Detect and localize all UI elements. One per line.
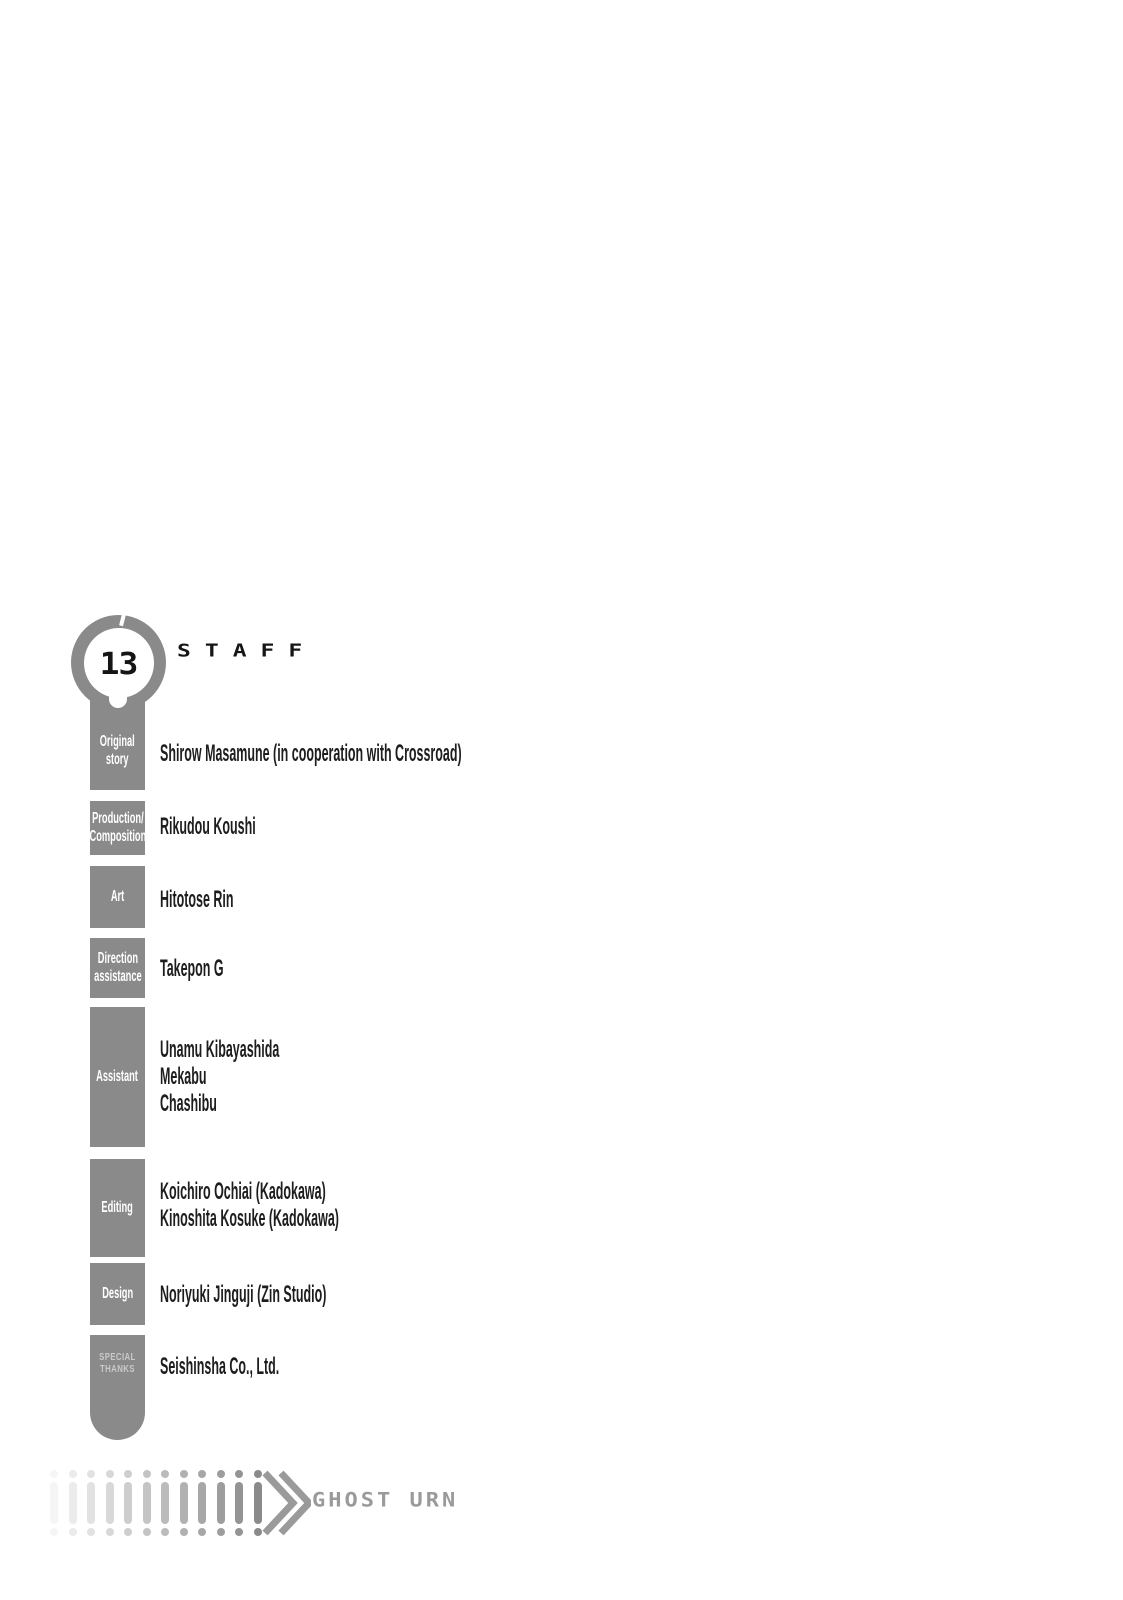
pattern-pill bbox=[198, 1482, 206, 1524]
pattern-dot bbox=[69, 1470, 77, 1478]
staff-title: STAFF bbox=[177, 641, 317, 662]
pattern-dot bbox=[198, 1528, 206, 1536]
staff-label-text: Assistant bbox=[96, 1068, 139, 1085]
pattern-column bbox=[69, 1470, 77, 1536]
staff-label-original-story bbox=[90, 712, 145, 790]
staff-name-art: Hitotose Rin bbox=[160, 886, 234, 913]
chevrons-icon bbox=[261, 1469, 311, 1537]
staff-name-assistant: Unamu Kibayashida Mekabu Chashibu bbox=[160, 1036, 280, 1117]
pattern-dot bbox=[180, 1528, 188, 1536]
staff-label-text: Design bbox=[102, 1285, 133, 1302]
staff-name-original-story: Shirow Masamune (in cooperation with Crossroad) bbox=[160, 740, 462, 767]
staff-label-special-thanks bbox=[90, 1335, 145, 1440]
staff-label-production-composition bbox=[90, 801, 145, 855]
pattern-pill bbox=[143, 1482, 151, 1524]
pattern-dot bbox=[235, 1470, 243, 1478]
pattern-dot bbox=[217, 1528, 225, 1536]
pattern-dot bbox=[106, 1470, 114, 1478]
pattern-column bbox=[124, 1470, 132, 1536]
staff-label-text: Production/ Composition bbox=[89, 810, 146, 845]
series-logo: GHOST URN bbox=[312, 1490, 459, 1512]
staff-name-production-composition: Rikudou Koushi bbox=[160, 813, 256, 840]
staff-label-text: Editing bbox=[101, 1199, 134, 1216]
pattern-dot bbox=[87, 1528, 95, 1536]
pattern-dot bbox=[69, 1528, 77, 1536]
staff-label-text: Direction assistance bbox=[93, 950, 142, 985]
pattern-column bbox=[198, 1470, 206, 1536]
staff-name-design: Noriyuki Jinguji (Zin Studio) bbox=[160, 1281, 327, 1308]
pattern-dot bbox=[124, 1528, 132, 1536]
pattern-pill bbox=[217, 1482, 225, 1524]
staff-label-art bbox=[90, 866, 145, 928]
pattern-column bbox=[87, 1470, 95, 1536]
pattern-dot bbox=[235, 1528, 243, 1536]
staff-label-design bbox=[90, 1263, 145, 1325]
pattern-column bbox=[235, 1470, 243, 1536]
pattern-dot bbox=[198, 1470, 206, 1478]
pattern-dot bbox=[106, 1528, 114, 1536]
pattern-column bbox=[217, 1470, 225, 1536]
staff-name-special-thanks: Seishinsha Co., Ltd. bbox=[160, 1353, 280, 1380]
pattern-dot bbox=[161, 1528, 169, 1536]
pattern-dot bbox=[87, 1470, 95, 1478]
pattern-dot bbox=[143, 1470, 151, 1478]
pattern-pill bbox=[124, 1482, 132, 1524]
pattern-pill bbox=[50, 1482, 58, 1524]
staff-label-text: Original story bbox=[99, 733, 136, 768]
pattern-pill bbox=[87, 1482, 95, 1524]
pattern-pill bbox=[235, 1482, 243, 1524]
pattern-dot bbox=[50, 1528, 58, 1536]
pattern-dot bbox=[143, 1528, 151, 1536]
pattern-pill bbox=[180, 1482, 188, 1524]
staff-name-direction-assistance: Takepon G bbox=[160, 955, 224, 982]
pattern-dot bbox=[124, 1470, 132, 1478]
staff-label-direction-assistance bbox=[90, 938, 145, 998]
pattern-pill bbox=[161, 1482, 169, 1524]
pattern-column bbox=[106, 1470, 114, 1536]
pattern-column bbox=[161, 1470, 169, 1536]
pattern-pill bbox=[106, 1482, 114, 1524]
footer-pattern bbox=[50, 1470, 262, 1536]
pattern-column bbox=[143, 1470, 151, 1536]
pattern-column bbox=[180, 1470, 188, 1536]
staff-label-assistant bbox=[90, 1007, 145, 1147]
pattern-column bbox=[50, 1470, 58, 1536]
pattern-dot bbox=[50, 1470, 58, 1478]
staff-label-text: SPECIAL THANKS bbox=[99, 1352, 136, 1375]
pattern-pill bbox=[69, 1482, 77, 1524]
pattern-dot bbox=[180, 1470, 188, 1478]
staff-label-text: Art bbox=[110, 888, 125, 905]
pattern-dot bbox=[161, 1470, 169, 1478]
pattern-dot bbox=[217, 1470, 225, 1478]
staff-name-editing: Koichiro Ochiai (Kadokawa) Kinoshita Kosuke (Kadokawa) bbox=[160, 1178, 339, 1232]
volume-number: 13 bbox=[99, 644, 138, 681]
staff-label-editing bbox=[90, 1159, 145, 1257]
